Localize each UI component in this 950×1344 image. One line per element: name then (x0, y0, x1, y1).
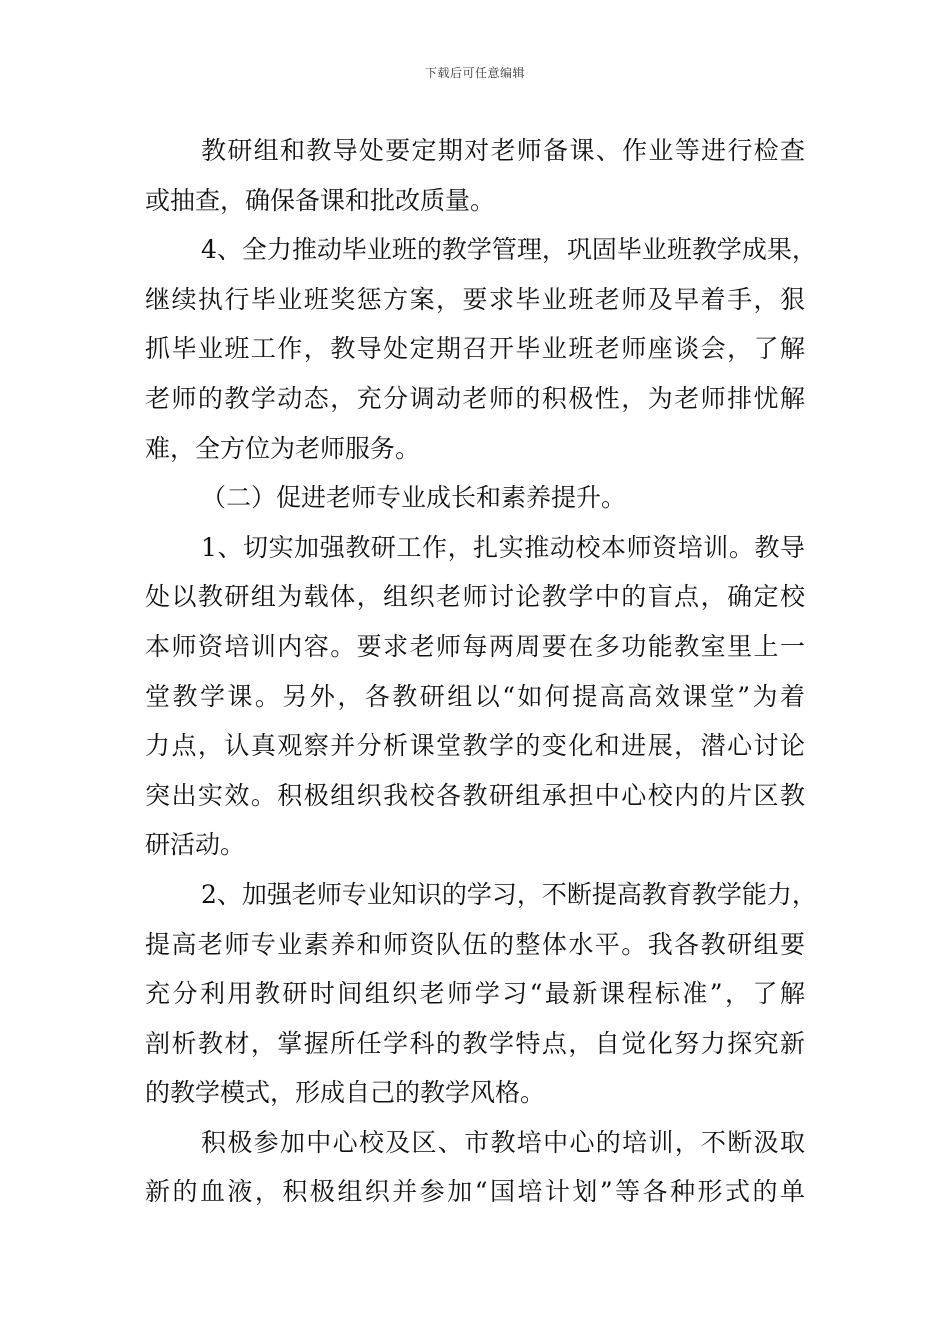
document-body (145, 126, 817, 1217)
text-line: 新的血液，积极组织并参加“国培计划”等各种形式的单 (145, 1177, 805, 1207)
text-line: 教研组和教导处要定期对老师备课、作业等进行检查 (201, 136, 805, 165)
text-line: 或抽查，确保备课和批改质量。 (145, 185, 496, 215)
text-line: 研活动。 (145, 830, 246, 860)
text-line: （二）促进老师专业成长和素养提升。 (201, 483, 627, 513)
text-line: 力点，认真观察并分析课堂教学的变化和进展，潜心讨论 (145, 731, 805, 761)
text-line: 4、全力推动毕业班的教学管理，巩固毕业班教学成果， (201, 235, 817, 265)
text-line: 难，全方位为老师服务。 (145, 433, 421, 463)
text-line: 继续执行毕业班奖惩方案，要求毕业班老师及早着手，狠 (145, 284, 805, 314)
text-line: 提高老师专业素养和师资队伍的整体水平。我各教研组要 (145, 929, 805, 959)
text-line: 积极参加中心校及区、市教培中心的培训，不断汲取 (201, 1127, 805, 1157)
page-header-note: 下载后可任意编辑 (424, 66, 525, 80)
text-line: 剖析教材，掌握所任学科的教学特点，自觉化努力探究新 (145, 1028, 805, 1058)
text-line: 2、加强老师专业知识的学习，不断提高教育教学能力， (201, 879, 817, 909)
text-line: 本师资培训内容。要求老师每两周要在多功能教室里上一 (145, 631, 805, 661)
text-line: 充分利用教研时间组织老师学习“最新课程标准”，了解 (145, 979, 805, 1009)
text-line: 堂教学课。另外，各教研组以“如何提高高效课堂”为着 (145, 681, 805, 711)
text-line: 抓毕业班工作，教导处定期召开毕业班老师座谈会，了解 (145, 334, 805, 364)
text-line: 处以教研组为载体，组织老师讨论教学中的盲点，确定校 (145, 582, 805, 612)
text-line: 突出实效。积极组织我校各教研组承担中心校内的片区教 (145, 780, 805, 810)
text-line: 1、切实加强教研工作，扎实推动校本师资培训。教导 (201, 532, 805, 562)
text-line: 的教学模式，形成自己的教学风格。 (145, 1078, 546, 1108)
text-line: 老师的教学动态，充分调动老师的积极性，为老师排忧解 (145, 383, 805, 413)
